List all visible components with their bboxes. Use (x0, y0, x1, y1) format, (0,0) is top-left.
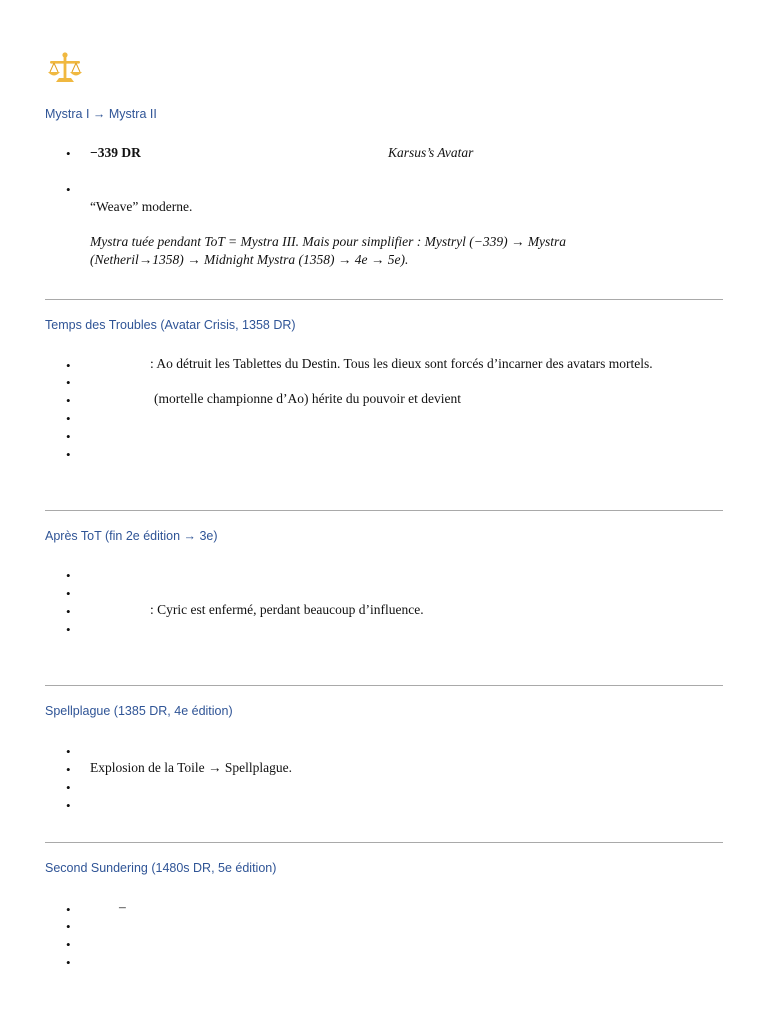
section-heading-second-sundering: Second Sundering (1480s DR, 5e édition) (45, 861, 277, 875)
horizontal-rule (45, 299, 723, 300)
bullet-icon: • (66, 762, 71, 777)
bullet-icon: • (66, 937, 71, 952)
weave-text: “Weave” moderne. (90, 199, 193, 214)
bullet-icon: • (66, 447, 71, 462)
section-heading-temps-des-troubles: Temps des Troubles (Avatar Crisis, 1358 DR) (45, 318, 296, 332)
note-line-1: Mystra tuée pendant ToT = Mystra III. Mais pour simplifier : Mystryl (−339) → Mystra (90, 234, 567, 249)
scales-of-justice-icon (46, 50, 84, 88)
horizontal-rule (45, 842, 723, 843)
bullet-icon: • (66, 622, 71, 637)
troubles-line-1: : Ao détruit les Tablettes du Destin. Tous les dieux sont forcés d’incarner des avatars mortels. (150, 356, 653, 371)
spellplague-line-1: Explosion de la Toile → Spellplague. (90, 760, 293, 775)
bullet-icon: • (66, 411, 71, 426)
horizontal-rule (45, 510, 723, 511)
bullet-icon: • (66, 375, 71, 390)
bullet-icon: • (66, 182, 71, 197)
avatar-text: Karsus’s Avatar (388, 145, 474, 160)
bullet-icon: • (66, 586, 71, 601)
horizontal-rule (45, 685, 723, 686)
bullet-icon: • (66, 568, 71, 583)
bullet-icon: • (66, 955, 71, 970)
bullet-icon: • (66, 604, 71, 619)
bullet-icon: • (66, 744, 71, 759)
apres-line-1: : Cyric est enfermé, perdant beaucoup d’influence. (150, 602, 424, 617)
troubles-line-2: (mortelle championne d’Ao) hérite du pouvoir et devient (154, 391, 462, 406)
section-heading-mystra: Mystra I → Mystra II (45, 107, 157, 121)
sundering-line-1: – (119, 899, 126, 914)
note-line-2: (Netheril→1358) → Midnight Mystra (1358) → 4e → 5e). (90, 252, 409, 267)
bullet-icon: • (66, 798, 71, 813)
bullet-icon: • (66, 919, 71, 934)
bullet-icon: • (66, 429, 71, 444)
date-text: −339 DR (90, 145, 141, 160)
section-heading-spellplague: Spellplague (1385 DR, 4e édition) (45, 704, 233, 718)
bullet-icon: • (66, 902, 71, 917)
bullet-icon: • (66, 780, 71, 795)
bullet-icon: • (66, 393, 71, 408)
section-heading-apres-tot: Après ToT (fin 2e édition → 3e) (45, 529, 218, 543)
bullet-icon: • (66, 146, 71, 161)
bullet-icon: • (66, 358, 71, 373)
